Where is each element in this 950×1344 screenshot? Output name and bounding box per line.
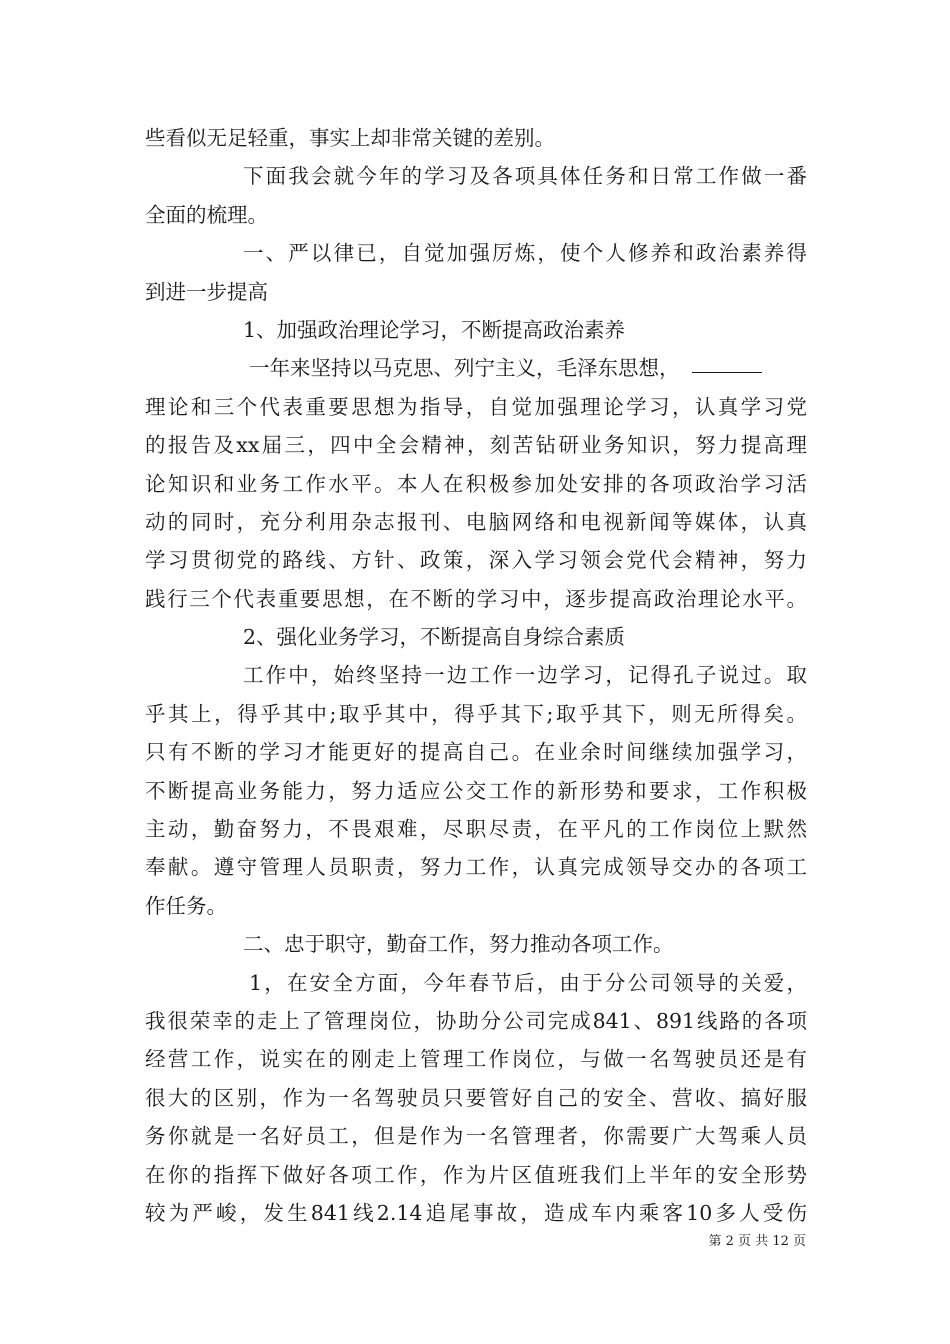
text-line: 很大的区别，作为一名驾驶员只要管好自己的安全、营收、搞好服 xyxy=(145,1085,807,1110)
text-line: 全面的梳理。 xyxy=(145,202,268,227)
text-line: 较为严峻，发生841线2.14追尾事故，造成车内乘客10多人受伤 xyxy=(145,1200,807,1225)
text-line: 动的同时，充分利用杂志报刊、电脑网络和电视新闻等媒体，认真 xyxy=(145,509,807,534)
text-line: 不断提高业务能力，努力适应公交工作的新形势和要求，工作积极 xyxy=(145,778,807,803)
text-line: 只有不断的学习才能更好的提高自己。在业余时间继续加强学习， xyxy=(145,740,807,765)
text-line: 作任务。 xyxy=(145,893,227,918)
text-line: 主动，勤奋努力，不畏艰难，尽职尽责，在平凡的工作岗位上默然 xyxy=(145,817,807,842)
text-line: 奉献。遵守管理人员职责，努力工作，认真完成领导交办的各项工 xyxy=(145,855,807,880)
fill-blank xyxy=(692,354,762,373)
body-text xyxy=(145,119,807,1232)
subsection-heading: 2、强化业务学习，不断提高自身综合素质 xyxy=(243,625,626,650)
text-line: 乎其上，得乎其中;取乎其中，得乎其下;取乎其下，则无所得矣。 xyxy=(145,701,807,726)
text-line: 在你的指挥下做好各项工作，作为片区值班我们上半年的安全形势 xyxy=(145,1162,807,1187)
text-line: 下面我会就今年的学习及各项具体任务和日常工作做一番 xyxy=(243,164,807,189)
text-line: 理论和三个代表重要思想为指导，自觉加强理论学习，认真学习党 xyxy=(145,394,807,419)
section-heading: 一、严以律已，自觉加强厉炼，使个人修养和政治素养得 xyxy=(243,241,807,266)
text-line: 经营工作，说实在的刚走上管理工作岗位，与做一名驾驶员还是有 xyxy=(145,1047,807,1072)
text-line: 我很荣幸的走上了管理岗位，协助分公司完成841、891线路的各项 xyxy=(145,1008,807,1033)
text-line: 论知识和业务工作水平。本人在积极参加处安排的各项政治学习活 xyxy=(145,471,807,496)
page-number: 第 2 页 共 12 页 xyxy=(708,1234,806,1249)
subsection-heading: 1、加强政治理论学习，不断提高政治素养 xyxy=(243,317,626,342)
text-line: 践行三个代表重要思想，在不断的学习中，逐步提高政治理论水平。 xyxy=(145,586,807,611)
text-line: 务你就是一名好员工，但是作为一名管理者，你需要广大驾乘人员 xyxy=(145,1124,807,1149)
section-heading: 二、忠于职守，勤奋工作，努力推动各项工作。 xyxy=(243,932,674,957)
text-line: 工作中，始终坚持一边工作一边学习，记得孔子说过。取 xyxy=(243,663,807,688)
section-heading: 到进一步提高 xyxy=(145,279,268,304)
text-line: 1，在安全方面，今年春节后，由于分公司领导的关爱， xyxy=(249,970,807,995)
text-line: 学习贯彻党的路线、方针、政策，深入学习领会党代会精神，努力 xyxy=(145,548,807,573)
text-line: 些看似无足轻重，事实上却非常关键的差别。 xyxy=(145,126,555,150)
text-line xyxy=(145,349,807,387)
text-line: 的报告及xx届三，四中全会精神，刻苦钻研业务知识，努力提高理 xyxy=(145,433,807,458)
text-line-content: 一年来坚持以马克思、列宁主义，毛泽东思想， xyxy=(249,356,680,381)
